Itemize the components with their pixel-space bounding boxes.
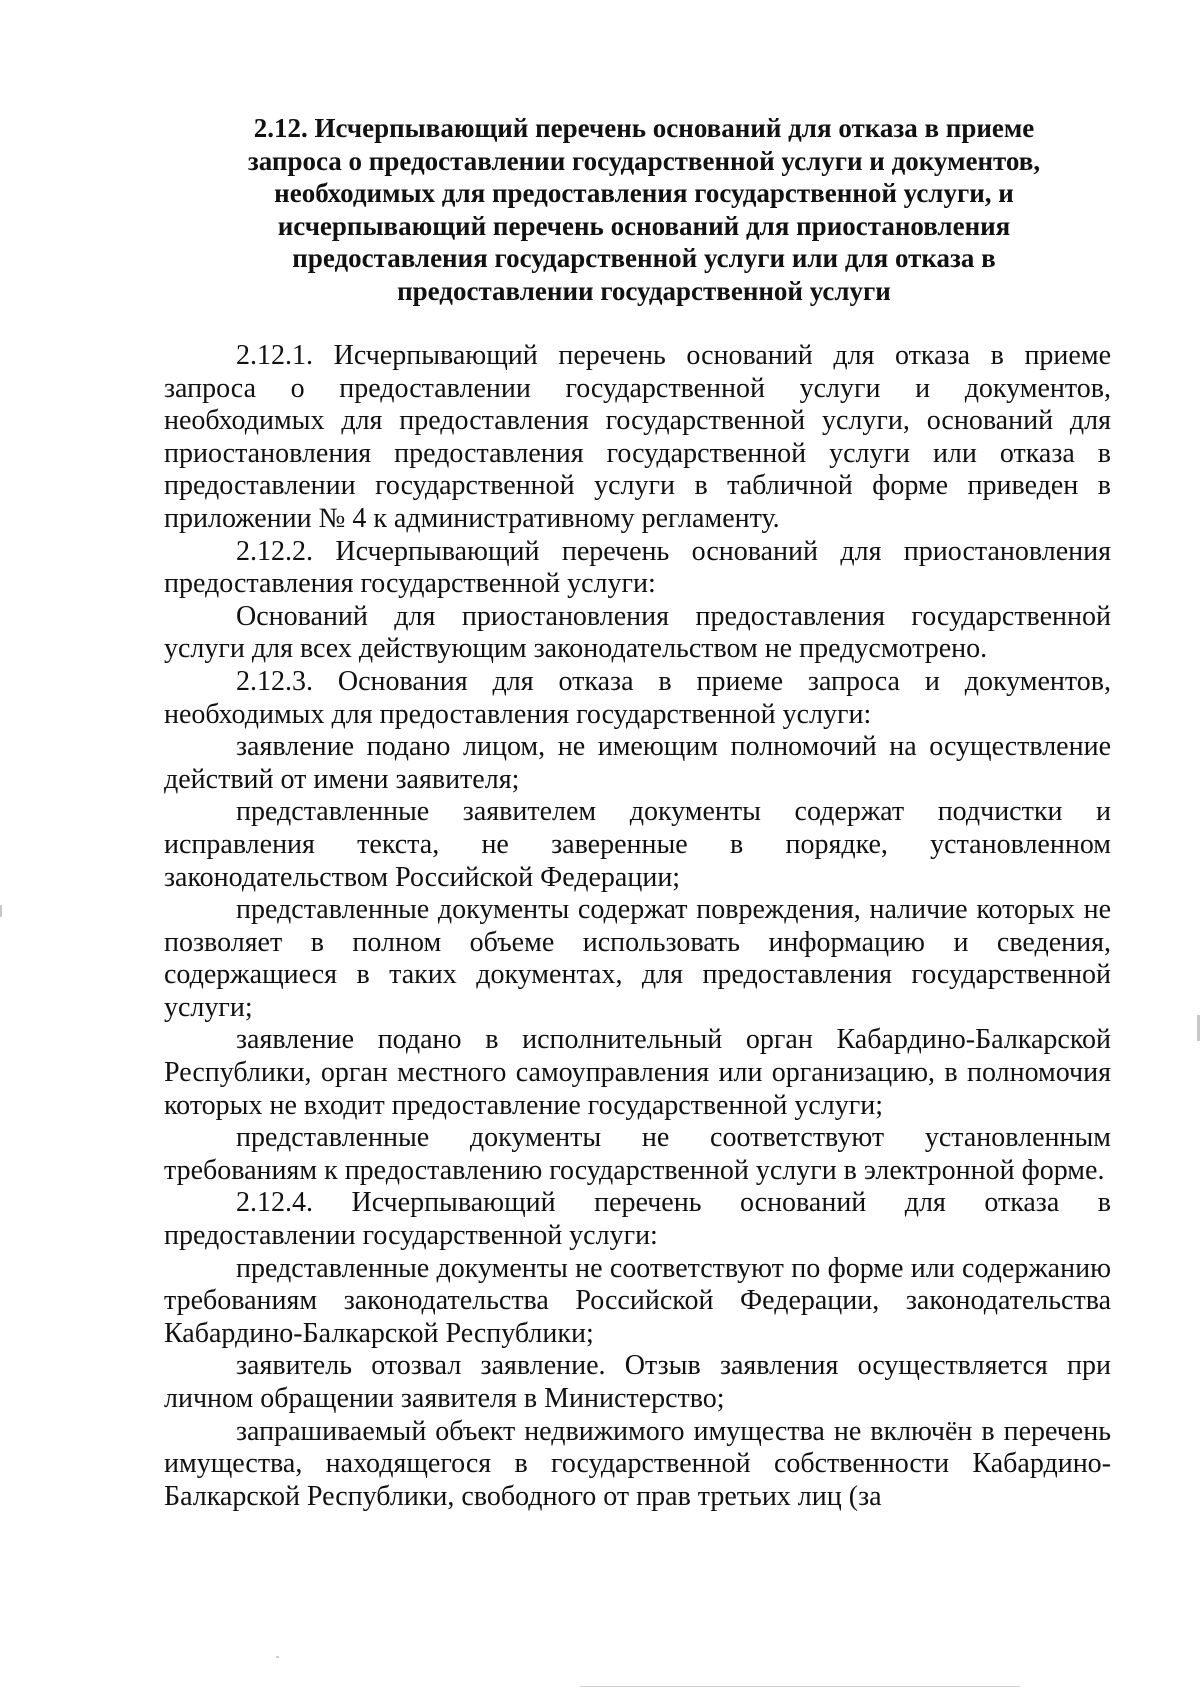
document-body	[164, 340, 1111, 1513]
heading-line: исчерпывающий перечень оснований для приостановления	[277, 210, 1011, 241]
list-item: заявление подано лицом, не имеющим полномочий на осуществление действий от имени заявителя;	[164, 731, 1111, 795]
list-item: представленные документы не соответствуют по форме или содержанию требованиям законодательства Российской Федерации, законодательства Кабардино-Балкарской Республики;	[164, 1252, 1111, 1349]
paragraph-2-12-1: 2.12.1. Исчерпывающий перечень оснований для отказа в приеме запроса о предоставлении государственной услуги и документов, необходимых для предоставления государственной услуги, оснований для приостановления предоставления государственной услуги или отказа в предоставлении государственной услуги в табличной форме приведен в приложении № 4 к административному регламенту.	[164, 340, 1111, 534]
heading-line: 2.12. Исчерпывающий перечень оснований для отказа в приеме	[253, 113, 1035, 143]
list-item: заявитель отозвал заявление. Отзыв заявления осуществляется при личном обращении заявителя в Министерство;	[164, 1350, 1111, 1414]
paragraph-no-suspension-grounds: Оснований для приостановления предоставления государственной услуги для всех действующим законодательством не предусмотрено.	[164, 600, 1111, 665]
paragraph-2-12-3: 2.12.3. Основания для отказа в приеме запроса и документов, необходимых для предоставления государственной услуги:	[164, 665, 1111, 730]
paragraph-2-12-2: 2.12.2. Исчерпывающий перечень оснований для приостановления предоставления государственной услуги:	[164, 535, 1111, 600]
list-item: представленные документы содержат повреждения, наличие которых не позволяет в полном объеме использовать информацию и сведения, содержащиеся в таких документах, для предоставления государственной услуги;	[164, 894, 1111, 1023]
scan-edge-mark-left	[0, 905, 2, 917]
heading-line: необходимых для предоставления государственной услуги, и	[274, 178, 1014, 208]
list-item: заявление подано в исполнительный орган Кабардино-Балкарской Республики, орган местного самоуправления или организацию, в полномочия которых не входит предоставление государственной услуги;	[164, 1024, 1111, 1121]
heading-line: предоставления государственной услуги или для отказа в	[292, 243, 996, 273]
heading-line: предоставлении государственной услуги	[397, 275, 891, 306]
list-item: представленные заявителем документы содержат подчистки и исправления текста, не заверенные в порядке, установленном законодательством Российской Федерации;	[164, 796, 1111, 893]
section-heading	[196, 112, 1092, 307]
scan-speck	[276, 1656, 279, 1658]
list-item: запрашиваемый объект недвижимого имущества не включён в перечень имущества, находящегося в государственной собственности Кабардино-Балкарской Республики, свободного от прав третьих лиц (за	[164, 1415, 1111, 1512]
scan-bottom-line	[580, 1686, 1020, 1687]
list-item: представленные документы не соответствуют установленным требованиям к предоставлению государственной услуги в электронной форме.	[164, 1122, 1111, 1186]
paragraph-2-12-4: 2.12.4. Исчерпывающий перечень оснований для отказа в предоставлении государственной услуги:	[164, 1187, 1111, 1252]
heading-line: запроса о предоставлении государственной услуги и документов,	[247, 145, 1041, 176]
